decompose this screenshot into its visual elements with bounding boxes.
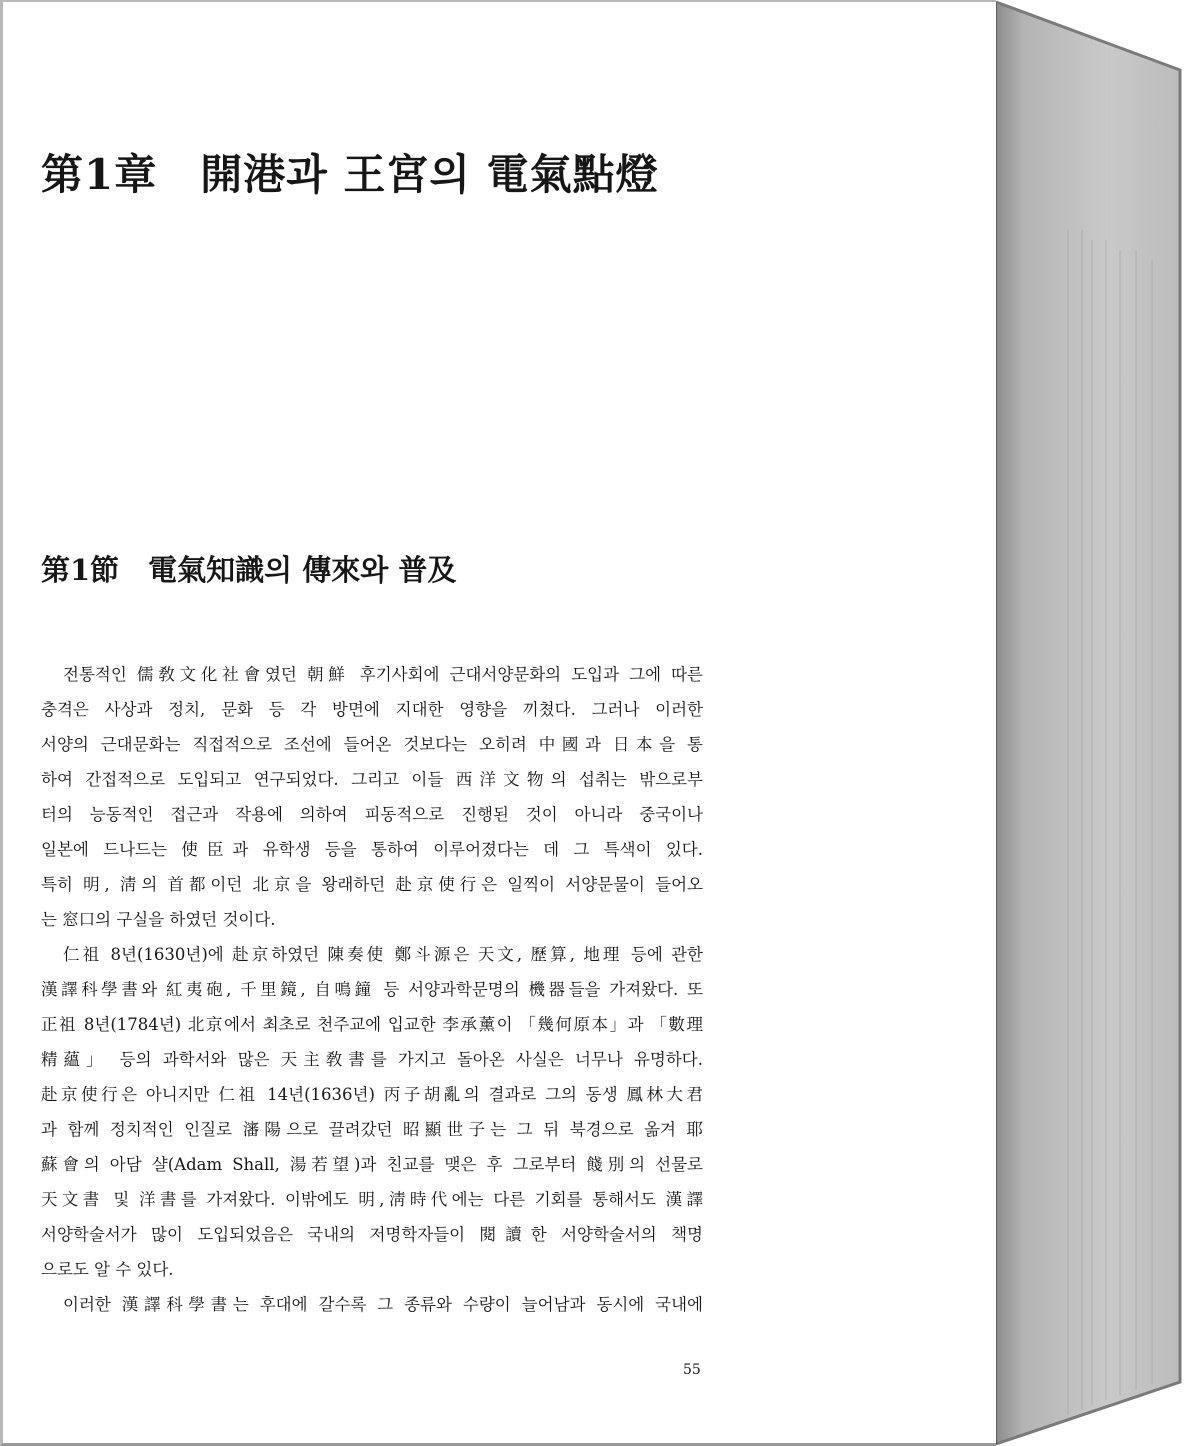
- paragraph-line: 蘇會의 아담 샬(Adam Shall, 湯若望)과 친교를 맺은 후 그로부터 餞別의 선물로: [41, 1155, 703, 1174]
- paragraph-line: 으로도 알 수 있다.: [41, 1260, 174, 1279]
- paragraph-line: 일본에 드나드는 使臣과 유학생 등을 통하여 이루어졌다는 데 그 특색이 있다.: [41, 840, 703, 859]
- paragraph-line: 터의 능동적인 접근과 작용에 의하여 피동적으로 진행된 것이 아니라 중국이나: [41, 805, 703, 824]
- paragraph-line: 天文書 및 洋書를 가져왔다. 이밖에도 明,淸時代에는 다른 기회를 통해서도 漢譯: [41, 1190, 703, 1209]
- paragraph-line: 특히 明, 淸의 首都이던 北京을 왕래하던 赴京使行은 일찍이 서양문물이 들어오: [41, 875, 703, 894]
- paragraph-line: 漢譯科學書와 紅夷砲, 千里鏡, 自鳴鐘 등 서양과학문명의 機器들을 가져왔다. 또: [41, 980, 703, 999]
- paragraph-line: 서양의 근대문화는 직접적으로 조선에 들어온 것보다는 오히려 中國과 日本을 통: [41, 735, 703, 754]
- chapter-title: 第1章 開港과 王宮의 電氣點燈: [41, 150, 659, 199]
- paragraph-line: 충격은 사상과 정치, 문화 등 각 방면에 지대한 영향을 끼쳤다. 그러나 이러한: [41, 700, 703, 719]
- paragraph-line: 精蘊」 등의 과학서와 많은 天主敎書를 가지고 돌아온 사실은 너무나 유명하다.: [41, 1050, 703, 1069]
- paragraph-line: 이러한 漢譯科學書는 후대에 갈수록 그 종류와 수량이 늘어남과 동시에 국내에: [63, 1295, 703, 1314]
- paragraph-line: 正祖 8년(1784년) 北京에서 최초로 천주교에 입교한 李承薰이 「幾何原本」과 「數理: [41, 1015, 703, 1034]
- paragraph-line: 과 함께 정치적인 인질로 瀋陽으로 끌려갔던 昭顯世子는 그 뒤 북경으로 옮겨 耶: [41, 1120, 703, 1139]
- page-number: 55: [683, 1362, 701, 1378]
- paragraph-line: 赴京使行은 아니지만 仁祖 14년(1636년) 丙子胡亂의 결과로 그의 동생 鳳林大君: [41, 1085, 703, 1104]
- paragraph-line: 하여 간접적으로 도입되고 연구되었다. 그리고 이들 西洋文物의 섭취는 밖으로부: [41, 770, 703, 789]
- section-title: 第1節 電氣知識의 傳來와 普及: [41, 553, 457, 587]
- paragraph-line: 는 窓口의 구실을 하였던 것이다.: [41, 910, 276, 929]
- paragraph-line: 전통적인 儒敎文化社會였던 朝鮮 후기사회에 근대서양문화의 도입과 그에 따른: [63, 665, 703, 684]
- body-text: [41, 657, 703, 1322]
- book-page-stack-edge: [996, 0, 1192, 1446]
- paragraph-line: 仁祖 8년(1630년)에 赴京하였던 陳奏使 鄭斗源은 天文, 歷算, 地理 등에 관한: [63, 945, 703, 964]
- paragraph-line: 서양학술서가 많이 도입되었음은 국내의 저명학자들이 閱讀한 서양학술서의 책명: [41, 1225, 703, 1244]
